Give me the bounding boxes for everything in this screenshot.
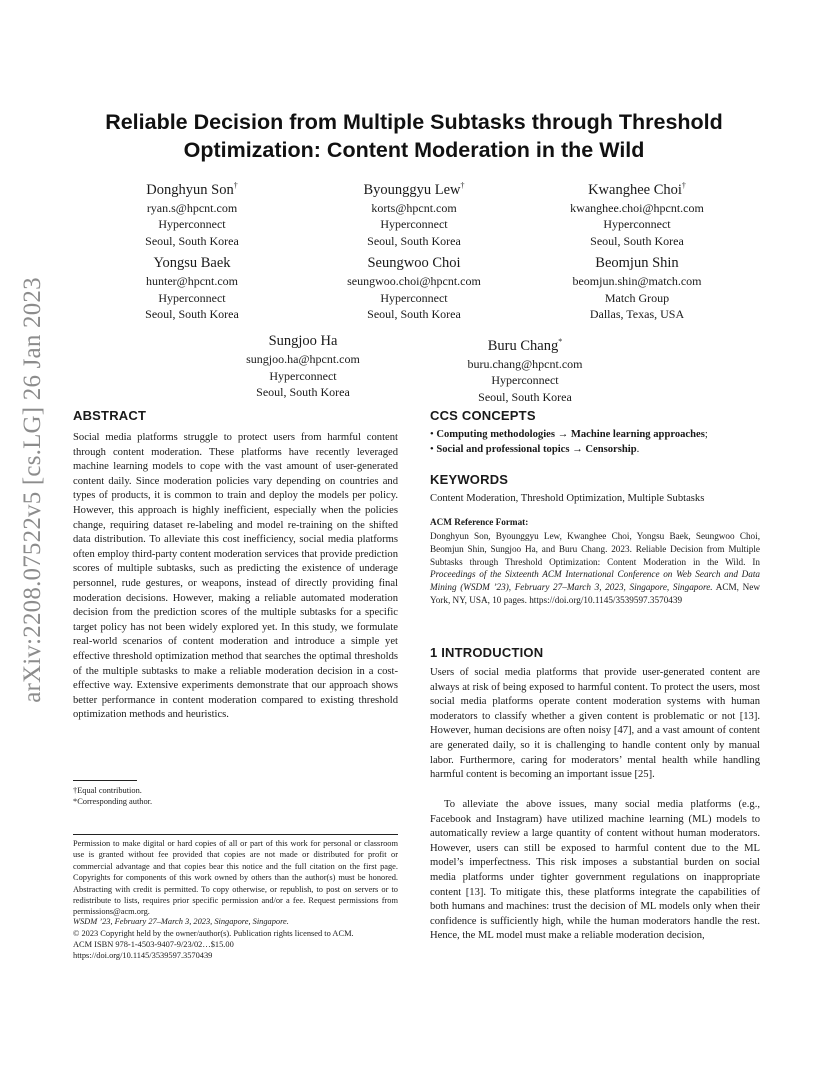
author-block: [77, 176, 307, 249]
acm-ref-heading: ACM Reference Format:: [430, 517, 529, 527]
author-email: hunter@hpcnt.com: [145, 274, 239, 288]
author-block: [299, 254, 529, 323]
author-email: kwanghee.choi@hpcnt.com: [570, 200, 704, 215]
author-email: ryan.s@hpcnt.com: [146, 200, 238, 215]
author-block: [522, 176, 752, 249]
author-name: Donghyun Son†: [146, 181, 238, 198]
author-block: [188, 332, 418, 401]
author-location: Seoul, South Korea: [145, 307, 239, 321]
author-block: [77, 254, 307, 323]
author-email: beomjun.shin@match.com: [572, 274, 702, 288]
author-org: Hyperconnect: [380, 290, 448, 305]
author-org: Hyperconnect: [269, 368, 337, 383]
permission-divider: [73, 834, 398, 835]
keywords-heading: KEYWORDS: [430, 472, 509, 487]
author-name: Buru Chang*: [487, 337, 563, 354]
author-location: Dallas, Texas, USA: [589, 307, 685, 321]
author-org: Hyperconnect: [158, 217, 226, 232]
author-block: [299, 176, 529, 249]
keywords-text: Content Moderation, Threshold Optimization, Multiple Subtasks: [430, 493, 705, 504]
author-name: Yongsu Baek: [153, 255, 231, 271]
author-block: [410, 332, 640, 405]
ccs-heading: CCS CONCEPTS: [430, 408, 536, 423]
author-location: Seoul, South Korea: [145, 233, 239, 248]
author-name: Sungjoo Ha: [268, 333, 338, 349]
author-email: korts@hpcnt.com: [371, 200, 457, 215]
paper-title: [72, 108, 756, 164]
title-line-2: Optimization: Content Moderation in the Wild: [183, 138, 645, 162]
copyright-line: © 2023 Copyright held by the owner/author(s). Publication rights licensed to ACM.: [73, 929, 354, 938]
author-block: [522, 254, 752, 323]
author-location: Seoul, South Korea: [478, 389, 572, 404]
author-name: Kwanghee Choi†: [588, 181, 686, 198]
author-org: Hyperconnect: [491, 373, 559, 388]
footnote-equal-contribution: †Equal contribution.: [73, 786, 142, 795]
author-email: buru.chang@hpcnt.com: [467, 356, 583, 371]
title-line-1: Reliable Decision from Multiple Subtasks through Threshold: [105, 110, 723, 134]
author-org: Hyperconnect: [380, 217, 448, 232]
author-name: Byounggyu Lew†: [363, 181, 465, 198]
author-org: Match Group: [604, 290, 670, 305]
ccs-concepts: [430, 428, 760, 457]
intro-heading: 1 INTRODUCTION: [430, 645, 544, 660]
author-name: Seungwoo Choi: [367, 255, 461, 271]
author-location: Seoul, South Korea: [367, 307, 461, 321]
intro-paragraph-2: To alleviate the above issues, many social media platforms (e.g., Facebook and Instagram) have utilized machine learning (ML) models to automatically review a large quantity of content without human moderators. However, users can still be exposed to harmful content due to the ML model’s imperfectness. This risk imposes a substantial burden on social media platforms under tighter government regulations on inappropriate content [13]. To mitigate this, these platforms integrate the capabilities of both humans and machines: trust the decision of ML models only when their confidence is sufficiently high, while the human moderators handle the rest. Hence, the ML model must make a reliable moderation decision,: [430, 799, 760, 942]
acm-ref-text: Donghyun Son, Byounggyu Lew, Kwanghee Choi, Yongsu Baek, Seungwoo Choi, Beomjun Shin, Sungjoo Ha, and Buru Chang. 2023. Reliable Decision from Multiple Subtasks through Threshold Optimization: Content Moderation in the Wild. In Proceedings of the Sixteenth ACM International Conference on Web Search and Data Mining (WSDM ’23), February 27–March 3, 2023, Singapore, Singapore. ACM, New York, NY, USA, 10 pages. https://doi.org/10.1145/3539597.3570439: [430, 531, 760, 605]
author-email: seungwoo.choi@hpcnt.com: [347, 274, 481, 288]
author-name: Beomjun Shin: [595, 255, 679, 271]
footnote-corresponding-author: *Corresponding author.: [73, 797, 153, 806]
permission-notice: Permission to make digital or hard copies of all or part of this work for personal or classroom use is granted without fee provided that copies are not made or distributed for profit or commercial advantage and that copies bear this notice and the full citation on the first page. Copyrights for components of this work owned by others than the author(s) must be honored. Abstracting with credit is permitted. To copy otherwise, or republish, to post on servers or to redistribute to lists, requires prior specific permission and/or a fee. Request permissions from permissions@acm.org.: [73, 839, 398, 917]
author-location: Seoul, South Korea: [590, 233, 684, 248]
intro-paragraph-1: Users of social media platforms that provide user-generated content are always at risk of being exposed to harmful content. To protect the users, most social media platforms operate content moderation systems with human moderators to classify whether a given content is problematic or not [13]. However, human decisions are often noisy [47], and a vast amount of content are generated daily, so it is challenging to handle content only by manual labor. Furthermore, caring for moderators’ mental health while handling harmful content is becoming an important issue [25].: [430, 667, 760, 781]
ccs-item: • Computing methodologies → Machine learning approaches;: [430, 429, 708, 440]
author-location: Seoul, South Korea: [256, 385, 350, 399]
author-email: sungjoo.ha@hpcnt.com: [246, 352, 360, 366]
abstract-text: Social media platforms struggle to protect users from harmful content through content moderation. These platforms have recently leveraged machine learning models to cope with the vast amount of user-generated content daily. Since moderation policies vary depending on countries and types of products, it is common to train and deploy the models per policy. However, this approach is highly inefficient, especially when the policies change, requiring dataset re-labeling and model re-training on the shifted data distribution. To alleviate this cost inefficiency, social media platforms often employ third-party content moderation services that provide prediction scores of multiple subtasks, such as predicting the existence of underage personnel, rude gestures, or weapons, instead of directly providing final moderation decisions. However, making a reliable automated moderation decision from the prediction scores of the multiple subtasks for a specific target policy has not been widely explored yet. In this study, we formulate real-world scenarios of content moderation and introduce a simple yet effective threshold optimization method that searches the optimal thresholds of the multiple subtasks to make a reliable moderation decision in a cost-effective way. Extensive experiments demonstrate that our approach shows better performance in content moderation compared to existing threshold optimization methods and heuristics.: [73, 432, 398, 721]
doi-line: https://doi.org/10.1145/3539597.3570439: [73, 951, 213, 960]
conference-line: WSDM ’23, February 27–March 3, 2023, Singapore, Singapore.: [73, 917, 289, 926]
isbn-line: ACM ISBN 978-1-4503-9407-9/23/02…$15.00: [73, 940, 234, 949]
author-org: Hyperconnect: [158, 290, 226, 305]
author-location: Seoul, South Korea: [367, 233, 461, 248]
arxiv-stamp: [18, 277, 48, 703]
abstract-heading: ABSTRACT: [73, 408, 147, 423]
footnote-divider: [73, 780, 137, 781]
ccs-item: • Social and professional topics → Censorship.: [430, 443, 640, 455]
arxiv-identifier: arXiv:2208.07522v5 [cs.LG] 26 Jan 2023: [19, 277, 46, 703]
author-org: Hyperconnect: [603, 217, 671, 232]
